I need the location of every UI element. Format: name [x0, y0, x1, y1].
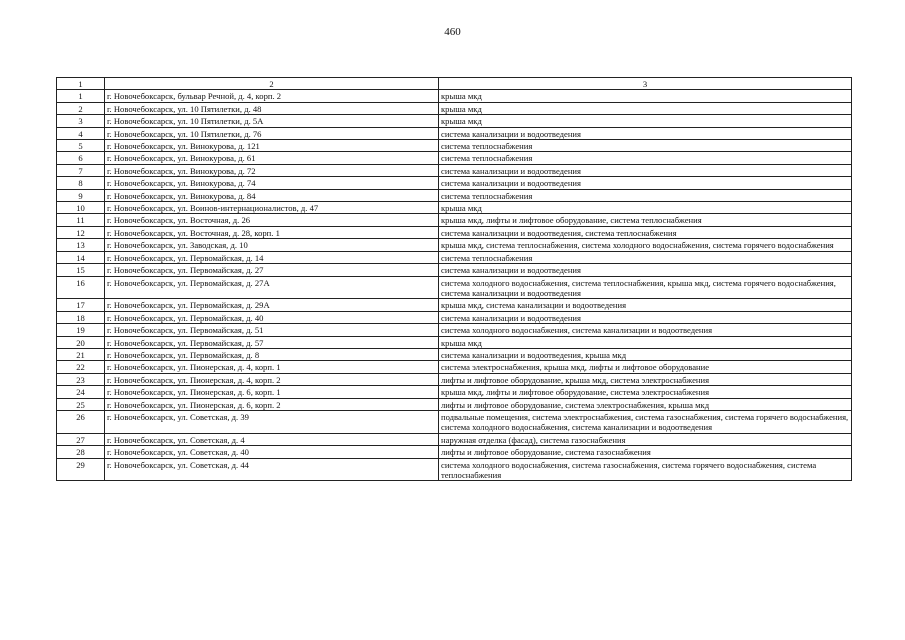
row-systems: система канализации и водоотведения	[439, 164, 852, 176]
table-body	[57, 78, 852, 481]
row-number: 25	[57, 398, 105, 410]
table-row	[57, 336, 852, 348]
row-systems: система канализации и водоотведения, крыша мкд	[439, 348, 852, 360]
row-systems: система теплоснабжения	[439, 152, 852, 164]
table-row	[57, 164, 852, 176]
table-row	[57, 226, 852, 238]
row-number: 6	[57, 152, 105, 164]
table-row	[57, 410, 852, 433]
table-row	[57, 276, 852, 299]
row-number: 8	[57, 177, 105, 189]
row-systems: система канализации и водоотведения	[439, 127, 852, 139]
page-number: 460	[444, 26, 461, 38]
row-address: г. Новочебоксарск, ул. Первомайская, д. 8	[105, 348, 439, 360]
table-row	[57, 324, 852, 336]
row-address: г. Новочебоксарск, ул. Первомайская, д. 29А	[105, 299, 439, 311]
row-systems: крыша мкд, лифты и лифтовое оборудование, система электроснабжения	[439, 386, 852, 398]
table-header-row	[57, 78, 852, 90]
table-row	[57, 433, 852, 445]
row-address: г. Новочебоксарск, ул. Восточная, д. 28, корп. 1	[105, 226, 439, 238]
row-address: г. Новочебоксарск, ул. Пионерская, д. 6, корп. 2	[105, 398, 439, 410]
row-number: 3	[57, 115, 105, 127]
row-address: г. Новочебоксарск, ул. Заводская, д. 10	[105, 239, 439, 251]
row-address: г. Новочебоксарск, ул. Восточная, д. 26	[105, 214, 439, 226]
row-number: 13	[57, 239, 105, 251]
row-systems: лифты и лифтовое оборудование, система газоснабжения	[439, 446, 852, 458]
row-address: г. Новочебоксарск, ул. Винокурова, д. 74	[105, 177, 439, 189]
row-address: г. Новочебоксарск, ул. Пионерская, д. 4, корп. 2	[105, 373, 439, 385]
row-number: 20	[57, 336, 105, 348]
table-row	[57, 202, 852, 214]
row-number: 15	[57, 264, 105, 276]
row-number: 1	[57, 90, 105, 102]
table-row	[57, 189, 852, 201]
row-number: 4	[57, 127, 105, 139]
row-systems: система холодного водоснабжения, система канализации и водоотведения	[439, 324, 852, 336]
row-systems: крыша мкд	[439, 102, 852, 114]
table-row	[57, 90, 852, 102]
table-row	[57, 264, 852, 276]
table-row	[57, 140, 852, 152]
row-systems: система электроснабжения, крыша мкд, лифты и лифтовое оборудование	[439, 361, 852, 373]
row-number: 22	[57, 361, 105, 373]
row-number: 7	[57, 164, 105, 176]
row-number: 18	[57, 311, 105, 323]
row-systems: крыша мкд, лифты и лифтовое оборудование, система теплоснабжения	[439, 214, 852, 226]
row-address: г. Новочебоксарск, ул. Винокурова, д. 72	[105, 164, 439, 176]
row-systems: наружная отделка (фасад), система газоснабжения	[439, 433, 852, 445]
table-row	[57, 251, 852, 263]
row-systems: крыша мкд	[439, 202, 852, 214]
row-address: г. Новочебоксарск, ул. Первомайская, д. 27А	[105, 276, 439, 299]
row-number: 17	[57, 299, 105, 311]
row-systems: крыша мкд	[439, 115, 852, 127]
row-address: г. Новочебоксарск, ул. 10 Пятилетки, д. 76	[105, 127, 439, 139]
table-row	[57, 348, 852, 360]
row-address: г. Новочебоксарск, ул. Винокурова, д. 61	[105, 152, 439, 164]
row-number: 2	[57, 102, 105, 114]
row-address: г. Новочебоксарск, ул. Советская, д. 39	[105, 410, 439, 433]
row-systems: крыша мкд, система теплоснабжения, система холодного водоснабжения, система горячего водоснабжения	[439, 239, 852, 251]
row-number: 29	[57, 458, 105, 481]
row-number: 28	[57, 446, 105, 458]
row-address: г. Новочебоксарск, ул. 10 Пятилетки, д. 48	[105, 102, 439, 114]
table-row	[57, 102, 852, 114]
row-systems: система канализации и водоотведения	[439, 311, 852, 323]
row-systems: система канализации и водоотведения, система теплоснабжения	[439, 226, 852, 238]
table-row	[57, 115, 852, 127]
table-row	[57, 361, 852, 373]
row-address: г. Новочебоксарск, ул. Винокурова, д. 84	[105, 189, 439, 201]
row-systems: система канализации и водоотведения	[439, 264, 852, 276]
row-systems: лифты и лифтовое оборудование, крыша мкд, система электроснабжения	[439, 373, 852, 385]
row-systems: крыша мкд	[439, 336, 852, 348]
table-row	[57, 239, 852, 251]
row-address: г. Новочебоксарск, ул. Советская, д. 44	[105, 458, 439, 481]
row-number: 5	[57, 140, 105, 152]
table-row	[57, 446, 852, 458]
row-address: г. Новочебоксарск, ул. Первомайская, д. 51	[105, 324, 439, 336]
row-number: 24	[57, 386, 105, 398]
row-number: 16	[57, 276, 105, 299]
row-systems: система канализации и водоотведения	[439, 177, 852, 189]
column-header-number: 1	[57, 78, 105, 90]
row-address: г. Новочебоксарск, ул. Первомайская, д. 14	[105, 251, 439, 263]
row-address: г. Новочебоксарск, ул. Советская, д. 4	[105, 433, 439, 445]
table-row	[57, 177, 852, 189]
table-row	[57, 398, 852, 410]
row-number: 10	[57, 202, 105, 214]
table-row	[57, 152, 852, 164]
row-number: 23	[57, 373, 105, 385]
row-number: 9	[57, 189, 105, 201]
table-row	[57, 127, 852, 139]
row-systems: система холодного водоснабжения, система теплоснабжения, крыша мкд, система горячего водоснабжения, система канализации и водоотведения	[439, 276, 852, 299]
row-number: 27	[57, 433, 105, 445]
row-number: 19	[57, 324, 105, 336]
row-address: г. Новочебоксарск, ул. Винокурова, д. 121	[105, 140, 439, 152]
row-systems: система теплоснабжения	[439, 189, 852, 201]
table-row	[57, 299, 852, 311]
table-row	[57, 458, 852, 481]
row-systems: система холодного водоснабжения, система газоснабжения, система горячего водоснабжения, система теплоснабжения	[439, 458, 852, 481]
row-number: 26	[57, 410, 105, 433]
row-systems: крыша мкд	[439, 90, 852, 102]
row-number: 21	[57, 348, 105, 360]
row-systems: подвальные помещения, система электроснабжения, система газоснабжения, система горячего водоснабжения, система холодного водоснабжения, система канализации и водоотведения	[439, 410, 852, 433]
row-address: г. Новочебоксарск, ул. Советская, д. 40	[105, 446, 439, 458]
row-systems: крыша мкд, система канализации и водоотведения	[439, 299, 852, 311]
row-systems: лифты и лифтовое оборудование, система электроснабжения, крыша мкд	[439, 398, 852, 410]
repair-register-table	[56, 77, 852, 481]
table-row	[57, 386, 852, 398]
table-row	[57, 311, 852, 323]
row-address: г. Новочебоксарск, ул. Воинов-интернационалистов, д. 47	[105, 202, 439, 214]
row-number: 12	[57, 226, 105, 238]
row-address: г. Новочебоксарск, ул. Первомайская, д. 57	[105, 336, 439, 348]
column-header-address: 2	[105, 78, 439, 90]
table-row	[57, 214, 852, 226]
row-number: 11	[57, 214, 105, 226]
row-address: г. Новочебоксарск, ул. Пионерская, д. 6, корп. 1	[105, 386, 439, 398]
table-row	[57, 373, 852, 385]
row-systems: система теплоснабжения	[439, 251, 852, 263]
row-systems: система теплоснабжения	[439, 140, 852, 152]
row-address: г. Новочебоксарск, ул. 10 Пятилетки, д. 5А	[105, 115, 439, 127]
row-address: г. Новочебоксарск, ул. Пионерская, д. 4, корп. 1	[105, 361, 439, 373]
row-address: г. Новочебоксарск, ул. Первомайская, д. 40	[105, 311, 439, 323]
row-number: 14	[57, 251, 105, 263]
column-header-systems: 3	[439, 78, 852, 90]
row-address: г. Новочебоксарск, ул. Первомайская, д. 27	[105, 264, 439, 276]
row-address: г. Новочебоксарск, бульвар Речной, д. 4, корп. 2	[105, 90, 439, 102]
